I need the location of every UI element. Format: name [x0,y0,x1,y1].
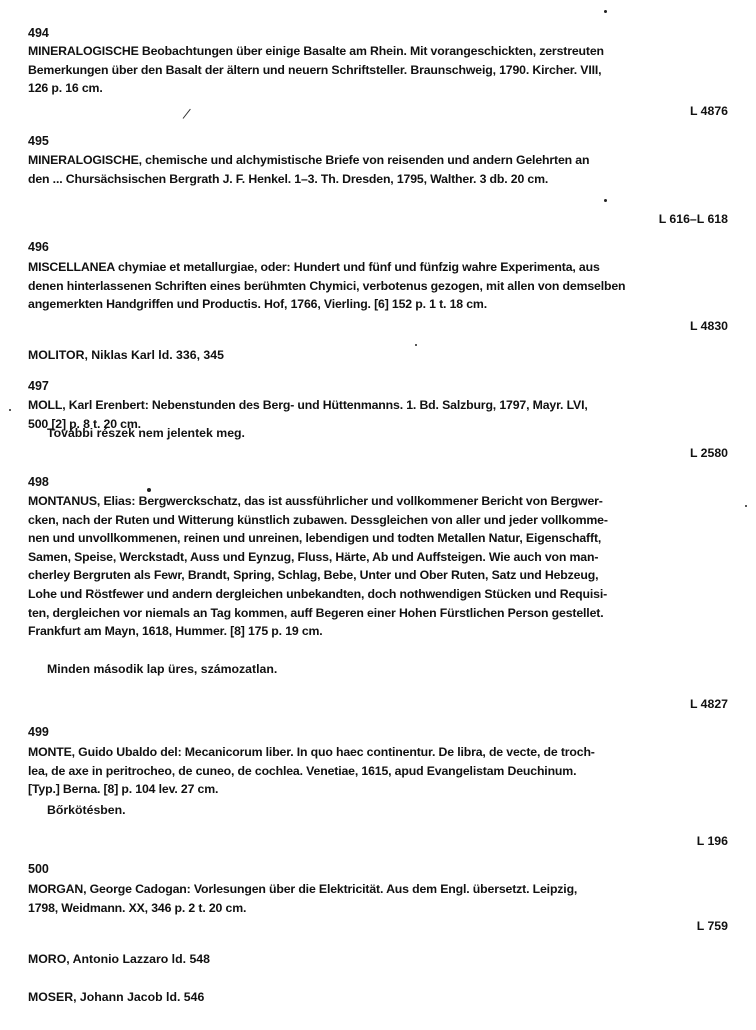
shelfmark: L 4827 [689,697,728,711]
entry-number: 499 [28,725,49,739]
entry-number: 494 [28,26,49,40]
entry-text [28,42,740,98]
entry-number: 496 [28,240,49,254]
entry-note: Bőrkötésben. [47,803,126,817]
scan-speck [9,409,11,411]
entry-note: Minden második lap üres, számozatlan. [47,662,278,676]
shelfmark: L 759 [696,919,728,933]
scan-speck [604,10,607,13]
entry-note: További részek nem jelentek meg. [47,426,245,440]
entry-line: MORGAN, George Cadogan: Vorlesungen über die Elektricität. Aus dem Engl. übersetzt. Leipzig, [28,882,578,896]
shelfmark: L 196 [696,834,728,848]
entry-line: Samen, Speise, Werckstadt, Auss und Eynzug, Fluss, Härte, Ab und Auffsteigen. Wie auch von man- [28,549,599,564]
cross-reference: MORO, Antonio Lazzaro ld. 548 [28,952,210,966]
shelfmark: L 4876 [689,104,728,118]
entry-line: cherley Bergruten als Fewr, Brandt, Spring, Schlag, Bebe, Unter und Ober Ruten, Satz und Hebzeug, [28,568,599,583]
entry-line: 126 p. 16 cm. [28,81,103,96]
entry-line: Lohe und Röstfewer und andern dergleichen unbekandten, doch nothwendigen Stücken und Requisi- [28,586,608,601]
shelfmark: L 616–L 618 [658,212,728,226]
entry-text [28,258,740,314]
entry-line: den ... Chursächsischen Bergrath J. F. Henkel. 1–3. Th. Dresden, 1795, Walther. 3 db. 20 cm. [28,171,549,186]
entry-line: nen und unvollkommenen, reinen und unreinen, lebendigen und todten Metallen Natur, Eigenschafft, [28,531,602,546]
entry-line: MINERALOGISCHE, chemische und alchymistische Briefe von reisenden und andern Gelehrten an [28,153,590,167]
scan-speck [604,199,607,202]
entry-line: MINERALOGISCHE Beobachtungen über einige Basalte am Rhein. Mit vorangeschickten, zerstreuten [28,44,604,58]
entry-number: 498 [28,475,49,489]
entry-number: 500 [28,862,49,876]
scan-speck [415,344,417,346]
entry-number: 497 [28,379,49,393]
entry-line: MOLL, Karl Erenbert: Nebenstunden des Berg- und Hüttenmanns. 1. Bd. Salzburg, 1797, Mayr. LVI, [28,398,588,412]
entry-line: 500 [2] p. 8 t. 20 cm. [28,416,141,431]
entry-line: MONTE, Guido Ubaldo del: Mecanicorum liber. In quo haec continentur. De libra, de vecte, de troch- [28,745,595,759]
scan-mark [183,109,191,119]
scan-speck [147,488,151,492]
entry-text [28,151,740,188]
cross-reference: MOLITOR, Niklas Karl ld. 336, 345 [28,348,224,362]
entry-line: 1798, Weidmann. XX, 346 p. 2 t. 20 cm. [28,900,247,915]
cross-reference: MOSER, Johann Jacob ld. 546 [28,990,205,1004]
entry-line: cken, nach der Ruten und Witterung künstlich zubawen. Dessgleichen von aller und jeder vollkomme- [28,512,608,527]
entry-line: Frankfurt am Mayn, 1618, Hummer. [8] 175 p. 19 cm. [28,624,323,639]
entry-line: denen hinterlassenen Schriften eines berühmten Chymici, verbotenus gezogen, mit allen von demselben [28,278,626,293]
entry-line: [Typ.] Berna. [8] p. 104 lev. 27 cm. [28,782,219,797]
entry-text [28,492,740,641]
entry-line: MONTANUS, Elias: Bergwerckschatz, das ist aussführlicher und vollkommener Bericht von Bergwer- [28,494,603,508]
entry-line: ten, dergleichen vor niemals an Tag kommen, auff Begeren einer Hohen Fürstlichen Person gestellet. [28,605,604,620]
entry-number: 495 [28,134,49,148]
entry-text [28,880,740,917]
entry-line: MISCELLANEA chymiae et metallurgiae, oder: Hundert und fünf und fünfzig wahre Experimenta, aus [28,260,600,274]
entry-line: lea, de axe in peritrocheo, de cuneo, de cochlea. Venetiae, 1615, apud Evangelistam Deuchinum. [28,763,577,778]
shelfmark: L 4830 [689,319,728,333]
entry-text [28,743,740,799]
entry-line: Bemerkungen über den Basalt der ältern und neuern Schriftsteller. Braunschweig, 1790. Kircher. VIII, [28,62,602,77]
entry-line: angemerkten Handgriffen und Productis. Hof, 1766, Vierling. [6] 152 p. 1 t. 18 cm. [28,297,487,312]
scan-speck [745,505,747,507]
shelfmark: L 2580 [689,446,728,460]
